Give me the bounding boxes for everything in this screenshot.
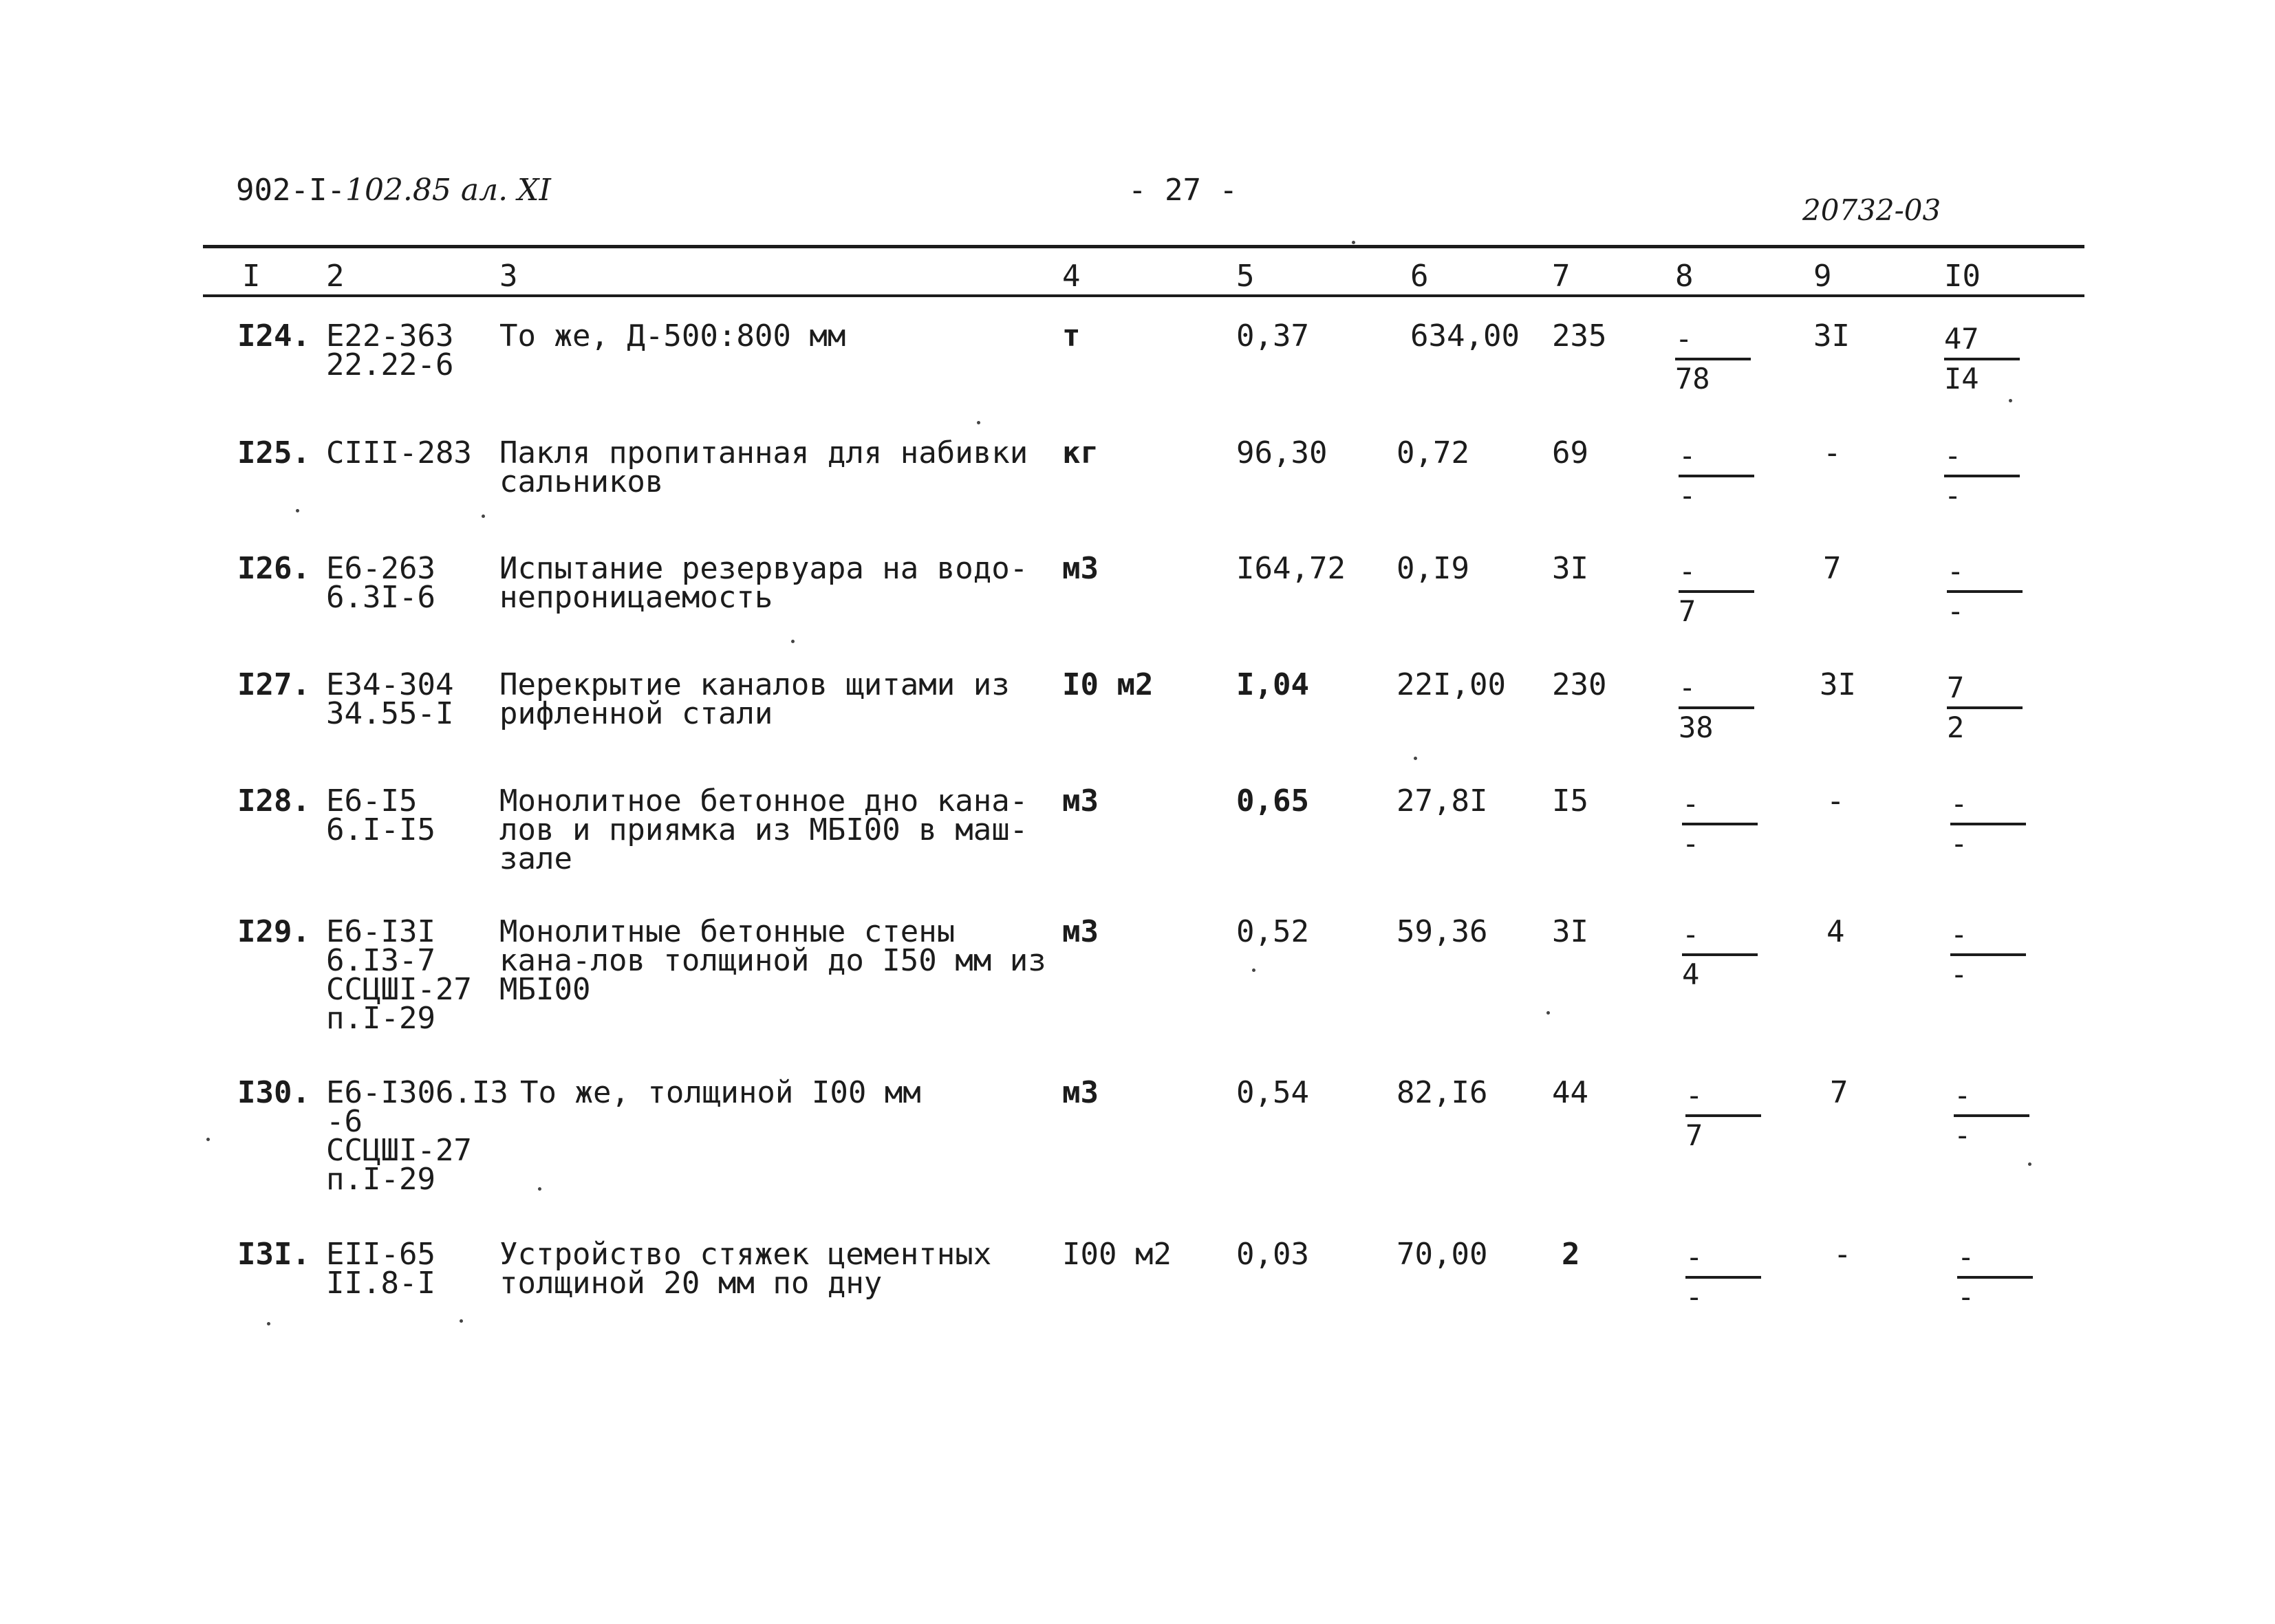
- rate-code-line: 34.55-I: [326, 696, 454, 731]
- unit: м3: [1062, 1075, 1099, 1110]
- column-header-7: 7: [1552, 259, 1571, 294]
- fraction-bar: [1944, 358, 2020, 360]
- column-header-2: 2: [326, 259, 345, 294]
- rate-code-line: СIII-283: [326, 435, 472, 470]
- fraction-bar: [1675, 358, 1751, 360]
- unit: м3: [1062, 783, 1099, 819]
- col9-value: 3I: [1820, 667, 1856, 702]
- work-description: Испытание резервуара на водо-непроницаемость: [499, 551, 1028, 615]
- fraction-bar: [1947, 706, 2023, 709]
- fraction-bar: [1950, 823, 2026, 825]
- col10-numerator: -: [1950, 787, 1968, 821]
- row-number: I3I.: [237, 1237, 310, 1272]
- col8-denominator: 78: [1675, 362, 1710, 396]
- rate-code-line: Е6-I5: [326, 783, 418, 819]
- col8-denominator: 38: [1679, 711, 1714, 744]
- unit-price: 634,00: [1410, 318, 1520, 354]
- fraction-bar: [1947, 590, 2023, 593]
- document-code-typed: 902-I-: [236, 173, 345, 208]
- document-code-handwritten: 102.85 ал. XI: [345, 173, 551, 208]
- col8-numerator: -: [1685, 1240, 1703, 1274]
- rate-code-line: ЕII-65: [326, 1237, 435, 1272]
- total-cost: 3I: [1552, 551, 1588, 586]
- quantity: 0,54: [1236, 1075, 1309, 1110]
- rate-code-line: п.I-29: [326, 1162, 435, 1197]
- unit: т: [1062, 318, 1081, 354]
- row-number: I27.: [237, 667, 310, 702]
- work-description: Монолитное бетонное дно кана-лов и приямка из МБI00 в маш-зале: [499, 783, 1028, 876]
- col10-denominator: -: [1947, 594, 1965, 628]
- rate-code-line: 6.I3-7: [326, 943, 435, 978]
- col10-denominator: -: [1950, 827, 1968, 860]
- unit-price: 70,00: [1397, 1237, 1488, 1272]
- total-cost: 44: [1552, 1075, 1588, 1110]
- scan-speck: [977, 421, 980, 424]
- col10-denominator: I4: [1944, 362, 1979, 396]
- col10-numerator: -: [1944, 439, 1962, 473]
- col8-numerator: -: [1679, 671, 1696, 704]
- work-description: Пакля пропитанная для набивки сальников: [499, 435, 1028, 499]
- fraction-bar: [1682, 953, 1758, 956]
- quantity: 0,03: [1236, 1237, 1309, 1272]
- col10-numerator: 47: [1944, 322, 1979, 356]
- column-header-10: I0: [1944, 259, 1981, 294]
- rate-code-line: ССЦШI-27: [326, 1133, 472, 1168]
- col8-numerator: -: [1679, 439, 1696, 473]
- row-number: I24.: [237, 318, 310, 354]
- fraction-bar: [1954, 1114, 2029, 1117]
- rate-code-line: п.I-29: [326, 1001, 435, 1036]
- col8-numerator: -: [1682, 918, 1700, 951]
- fraction-bar: [1944, 475, 2020, 477]
- unit-price: 27,8I: [1397, 783, 1488, 819]
- fraction-bar: [1679, 590, 1754, 593]
- col8-denominator: 4: [1682, 957, 1700, 991]
- unit: м3: [1062, 914, 1099, 949]
- table-top-rule: [203, 245, 2084, 248]
- unit-price: 59,36: [1397, 914, 1488, 949]
- rate-code-line: Е22-363: [326, 318, 454, 354]
- rate-code-line: ССЦШI-27: [326, 972, 472, 1007]
- col8-numerator: -: [1675, 322, 1693, 356]
- column-header-3: 3: [499, 259, 518, 294]
- col10-denominator: -: [1954, 1118, 1972, 1152]
- quantity: 96,30: [1236, 435, 1328, 470]
- rate-code-line: 22.22-6: [326, 347, 454, 382]
- row-number: I30.: [237, 1075, 310, 1110]
- work-description: Монолитные бетонные стены кана-лов толщиной до I50 мм из МБI00: [499, 914, 1046, 1007]
- fraction-bar: [1679, 475, 1754, 477]
- quantity: I64,72: [1236, 551, 1346, 586]
- scan-speck: [206, 1138, 210, 1141]
- unit: I00 м2: [1062, 1237, 1172, 1272]
- col9-value: -: [1826, 783, 1845, 819]
- row-number: I28.: [237, 783, 310, 819]
- column-header-9: 9: [1813, 259, 1832, 294]
- rate-code-line: Е6-I3I: [326, 914, 435, 949]
- total-cost: 2: [1562, 1237, 1580, 1272]
- col9-value: 7: [1830, 1075, 1848, 1110]
- scan-speck: [1352, 241, 1355, 244]
- table-header-rule: [203, 294, 2084, 297]
- fraction-bar: [1957, 1276, 2033, 1279]
- scan-speck: [296, 509, 299, 512]
- scan-speck: [538, 1187, 541, 1191]
- unit-price: 0,I9: [1397, 551, 1469, 586]
- rate-code-line: 6.3I-6: [326, 580, 435, 615]
- unit: кг: [1062, 435, 1099, 470]
- rate-code-line: -6: [326, 1104, 363, 1139]
- scan-speck: [791, 640, 795, 643]
- col10-denominator: -: [1957, 1280, 1975, 1314]
- quantity: 0,37: [1236, 318, 1309, 354]
- col10-numerator: 7: [1947, 671, 1965, 704]
- unit-price: 82,I6: [1397, 1075, 1488, 1110]
- col10-denominator: -: [1944, 479, 1962, 512]
- col9-value: -: [1833, 1237, 1852, 1272]
- rate-code-line: Е34-304: [326, 667, 454, 702]
- col10-numerator: -: [1957, 1240, 1975, 1274]
- col10-numerator: -: [1950, 918, 1968, 951]
- total-cost: 230: [1552, 667, 1607, 702]
- col8-denominator: -: [1685, 1280, 1703, 1314]
- fraction-bar: [1679, 706, 1754, 709]
- total-cost: 235: [1552, 318, 1607, 354]
- fraction-bar: [1685, 1276, 1761, 1279]
- col9-value: 7: [1823, 551, 1842, 586]
- col9-value: 3I: [1813, 318, 1850, 354]
- quantity: I,04: [1236, 667, 1309, 702]
- total-cost: 69: [1552, 435, 1588, 470]
- page-number: - 27 -: [1128, 173, 1238, 208]
- fraction-bar: [1950, 953, 2026, 956]
- column-header-1: I: [242, 259, 261, 294]
- col8-denominator: 7: [1685, 1118, 1703, 1152]
- scan-speck: [2028, 1162, 2031, 1166]
- col10-denominator: -: [1950, 957, 1968, 991]
- row-number: I26.: [237, 551, 310, 586]
- fraction-bar: [1685, 1114, 1761, 1117]
- rate-code-line: Е6-I306.I3: [326, 1075, 508, 1110]
- quantity: 0,52: [1236, 914, 1309, 949]
- col8-numerator: -: [1682, 787, 1700, 821]
- col9-value: -: [1823, 435, 1842, 470]
- col8-denominator: -: [1679, 479, 1696, 512]
- col8-numerator: -: [1679, 554, 1696, 588]
- column-header-4: 4: [1062, 259, 1081, 294]
- col10-numerator: -: [1947, 554, 1965, 588]
- sheet-code: 20732-03: [1802, 193, 1941, 227]
- col8-denominator: 7: [1679, 594, 1696, 628]
- work-description: То же, толщиной I00 мм: [520, 1075, 921, 1110]
- work-description: Перекрытие каналов щитами из рифленной стали: [499, 667, 1010, 731]
- work-description: То же, Д-500:800 мм: [499, 318, 846, 354]
- unit: м3: [1062, 551, 1099, 586]
- total-cost: 3I: [1552, 914, 1588, 949]
- scan-speck: [2009, 399, 2012, 402]
- rate-code-line: 6.I-I5: [326, 812, 435, 847]
- column-header-6: 6: [1410, 259, 1429, 294]
- col10-denominator: 2: [1947, 711, 1965, 744]
- column-header-5: 5: [1236, 259, 1255, 294]
- scan-speck: [1252, 968, 1255, 972]
- quantity: 0,65: [1236, 783, 1309, 819]
- total-cost: I5: [1552, 783, 1588, 819]
- col9-value: 4: [1826, 914, 1845, 949]
- col10-numerator: -: [1954, 1079, 1972, 1112]
- scan-speck: [267, 1322, 270, 1325]
- col8-numerator: -: [1685, 1079, 1703, 1112]
- row-number: I29.: [237, 914, 310, 949]
- unit-price: 22I,00: [1397, 667, 1506, 702]
- scan-speck: [460, 1319, 463, 1323]
- unit: I0 м2: [1062, 667, 1154, 702]
- row-number: I25.: [237, 435, 310, 470]
- rate-code-line: Е6-263: [326, 551, 435, 586]
- unit-price: 0,72: [1397, 435, 1469, 470]
- work-description: Устройство стяжек цементных толщиной 20 мм по дну: [499, 1237, 992, 1301]
- column-header-8: 8: [1675, 259, 1694, 294]
- col8-denominator: -: [1682, 827, 1700, 860]
- scan-speck: [482, 515, 485, 518]
- fraction-bar: [1682, 823, 1758, 825]
- scan-speck: [1546, 1011, 1550, 1015]
- rate-code-line: II.8-I: [326, 1266, 435, 1301]
- document-code: [236, 175, 551, 206]
- scan-speck: [1414, 757, 1417, 760]
